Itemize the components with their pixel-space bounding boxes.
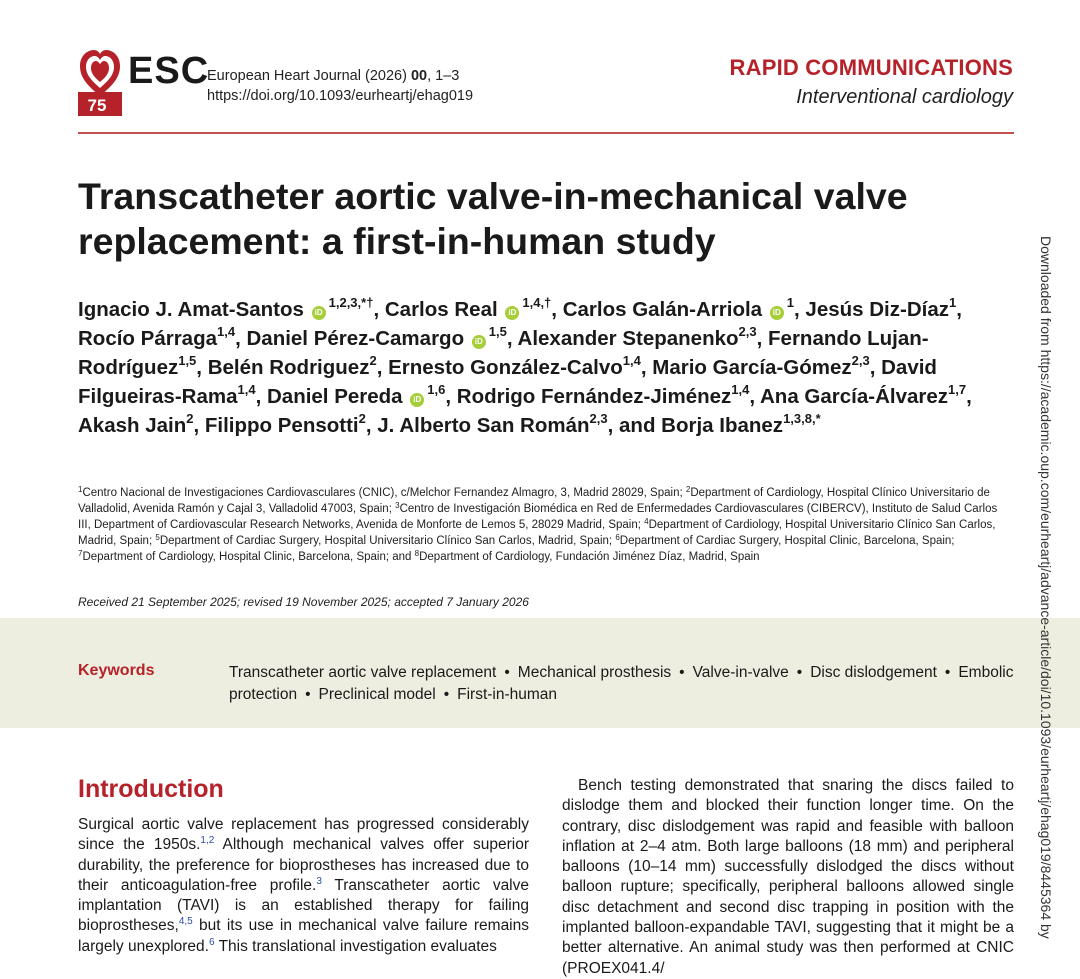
citation-ref[interactable]: 6: [208, 936, 215, 948]
author-affiliation-marks: 2,3: [851, 353, 870, 368]
keyword-separator: •: [796, 664, 803, 681]
author-affiliation-marks: 2: [369, 353, 377, 368]
author-name: Carlos Real: [384, 298, 498, 321]
intro-text: Surgical aortic valve replacement has progressed considerably since the 1950s.: [78, 816, 529, 854]
keyword: Preclinical model: [318, 686, 436, 703]
author-name: Carlos Galán-Arriola: [562, 298, 763, 321]
author-name: Rocío Párraga: [78, 327, 217, 350]
doi-link[interactable]: https://doi.org/10.1093/eurheartj/ehag019: [207, 88, 474, 104]
author-name: Filippo Pensotti: [204, 414, 359, 437]
bench-testing-paragraph: Bench testing demonstrated that snaring the discs failed to dislodge them and blocked their function longer time. On the contrary, disc dislodgement was rapid and feasible with balloon inflation at 2–4 atm. Both large balloons (18 mm) and peripheral balloons (10–14 mm) successfully dislodged the discs without balloon rupture; specifically, peripheral balloons allowed single disc detachment and second disc trapping in position with the implanted balloon-expandable TAVI, suggesting that it might be a better alternative. An animal study was then performed at CNIC (PROEX041.4/: [562, 777, 1014, 977]
author-affiliation-marks: 2: [186, 411, 194, 426]
author-name: David Filgueiras-Rama: [78, 356, 937, 408]
author-list: Ignacio J. Amat-Santos $iD^{1,2,3,*\dagger}$, Carlos Real $iD^{1,4,\dagger}$, Carlos Galán-Arriola $iD^1$, Jesús Diz-Díaz$^1$, Rocío Párraga$^{1,4}$, Daniel Pérez-Camargo iD$^{1,5}$, Alexander Stepanenko$^{2,3}$, Fernando Lujan-Rodríguez$^{1,5}$, Belén Rodriguez$^2$, Ernesto González-Calvo$^{1,4}$, Mario García-Gómez$^{2,3}$, David Filgueiras-Rama$^{1,4}$, Daniel Pereda iD$^{1,6}$, Rodrigo Fernández-Jiménez$^{1,4}$, Ana García-Álvarez$^{1,7}$, Akash Jain$^2$, Filippo Pensotti$^2$, J. Alberto San Román$^{2,3}$, and Borja Ibanez$^{1,3,8,*}$: [78, 295, 972, 437]
title-line-1: Transcatheter aortic valve-in-mechanical valve: [78, 175, 908, 217]
journal-citation: [207, 66, 473, 106]
journal-pages: , 1–3: [427, 68, 460, 84]
introduction-heading: Introduction: [78, 775, 224, 803]
keyword-separator: •: [504, 664, 510, 681]
logo-badge-text: 75: [87, 96, 107, 115]
author-affiliation-marks: 1: [948, 295, 957, 310]
keyword: Disc dislodgement: [810, 664, 937, 681]
keywords-list: [229, 662, 1019, 706]
author-name: Daniel Pereda: [266, 385, 403, 408]
orcid-icon[interactable]: iD: [410, 393, 424, 407]
article-type: RAPID COMMUNICATIONS: [729, 55, 1013, 80]
authors-conjunction: and: [619, 414, 656, 437]
affiliation-number: 5: [155, 533, 160, 542]
journal-volume: 00: [410, 68, 428, 84]
author-name: J. Alberto San Román: [377, 414, 590, 437]
author-affiliation-marks: 1,4: [731, 382, 750, 397]
intro-text: Transcatheter aortic valve implantation (TAVI) is an established therapy for failing bioprostheses,: [78, 876, 529, 935]
author-name: Borja Ibanez: [661, 414, 784, 437]
author-affiliation-marks: 1,5: [178, 353, 197, 368]
author-affiliation-marks: 1,4,†: [522, 295, 552, 310]
author-name: Jesús Diz-Díaz: [805, 298, 949, 321]
article-title: [78, 174, 1008, 264]
keyword: Transcatheter aortic valve replacement: [229, 664, 497, 681]
author-affiliation-marks: 1,6: [427, 382, 446, 397]
article-section: Interventional cardiology: [796, 86, 1013, 108]
affiliation-number: 7: [78, 549, 83, 558]
author-affiliation-marks: 1,4: [237, 382, 256, 397]
keyword-separator: •: [679, 664, 685, 681]
author-affiliation-marks: 1: [786, 295, 795, 310]
download-sidebar-text: Downloaded from https://academic.oup.com/eurheartj/advance-article/doi/10.1093/eurheartj/ehag019/8445364 by: [1038, 236, 1054, 939]
esc-75-logo: [78, 46, 122, 116]
right-column-body: [562, 776, 1014, 979]
author-affiliation-marks: 1,2,3,*†: [328, 295, 374, 310]
citation-ref[interactable]: 3: [316, 875, 322, 887]
affiliation-number: 4: [644, 517, 649, 526]
orcid-icon[interactable]: iD: [505, 306, 519, 320]
author-name: Rodrigo Fernández-Jiménez: [456, 385, 732, 408]
author-name: Ana García-Álvarez: [760, 385, 949, 408]
keyword-separator: •: [944, 664, 951, 681]
author-name: Daniel Pérez-Camargo: [246, 327, 465, 350]
author-name: Mario García-Gómez: [652, 356, 852, 379]
introduction-paragraph: [78, 815, 529, 957]
author-affiliation-marks: 1,7: [948, 382, 967, 397]
author-affiliation-marks: 1,5: [488, 324, 507, 339]
author-affiliation-marks: 1,4: [217, 324, 236, 339]
keyword-separator: •: [305, 686, 311, 703]
affiliation-number: 3: [395, 501, 400, 510]
author-name: Belén Rodriguez: [207, 356, 370, 379]
affiliation-text: Centro Nacional de Investigaciones Cardiovasculares (CNIC), c/Melchor Fernandez Almagro, 3, Madrid 28029, Spain;: [82, 487, 686, 499]
keyword: Valve-in-valve: [692, 664, 789, 681]
keyword: First-in-human: [457, 686, 558, 703]
header-divider: [78, 132, 1014, 134]
affiliation-text: Department of Cardiology, Hospital Universitario Clínico San Carlos, Madrid, Spain;: [78, 519, 996, 547]
download-sidebar: [1036, 236, 1072, 961]
author-affiliation-marks: 2,3: [738, 324, 757, 339]
affiliation-text: Department of Cardiology, Hospital Clinic, Barcelona, Spain; and: [82, 551, 415, 563]
keywords-label: Keywords: [78, 662, 155, 679]
introduction-body: [78, 815, 529, 957]
author-affiliation-marks: 1,3,8,*: [783, 411, 821, 426]
author-affiliation-marks: 2,3: [589, 411, 608, 426]
affiliation-text: Centro de Investigación Biomédica en Red de Enfermedades Cardiovasculares (CIBERCV), Instituto de Salud Carlos III, Department of Cardiovascular Research Networks, Avenida de Monforte de Lemos 5, 28029 Madrid, Spain;: [78, 503, 998, 531]
author-name: Ignacio J. Amat-Santos: [78, 298, 304, 321]
keyword: Embolic protection: [229, 664, 1014, 703]
intro-text: This translational investigation evaluates: [214, 937, 497, 955]
keyword: Mechanical prosthesis: [517, 664, 672, 681]
affiliation-number: 6: [615, 533, 620, 542]
author-name: Ernesto González-Calvo: [388, 356, 623, 379]
orcid-icon[interactable]: iD: [312, 306, 326, 320]
esc-wordmark: ESC: [128, 50, 210, 92]
author-name: Akash Jain: [78, 414, 187, 437]
author-affiliation-marks: 2: [358, 411, 366, 426]
affiliation-number: 8: [414, 549, 420, 558]
affiliation-number: 2: [685, 485, 691, 494]
citation-ref[interactable]: 4,5: [178, 916, 193, 928]
affiliation-text: Department of Cardiology, Fundación Jiménez Díaz, Madrid, Spain: [419, 551, 760, 563]
affiliation-number: 1: [78, 485, 83, 494]
intro-text: but its use in mechanical valve failure remains largely unexplored.: [78, 917, 529, 955]
journal-name: European Heart Journal (2026): [207, 68, 407, 84]
affiliation-text: Department of Cardiac Surgery, Hospital Universitario Clínico San Carlos, Madrid, Spain;: [159, 535, 616, 547]
intro-text: Although mechanical valves offer superior durability, the preference for bioprostheses has increased due to their anticoagulation-free profile.: [78, 836, 529, 894]
author-affiliation-marks: 1,4: [622, 353, 641, 368]
orcid-icon[interactable]: iD: [770, 306, 784, 320]
received-dates: Received 21 September 2025; revised 19 November 2025; accepted 7 January 2026: [78, 595, 529, 609]
citation-ref[interactable]: 1,2: [200, 835, 215, 847]
author-name: Fernando Lujan-Rodríguez: [78, 327, 929, 379]
title-line-2: replacement: a first-in-human study: [78, 220, 716, 262]
keyword-separator: •: [443, 686, 450, 703]
affiliation-text: Department of Cardiology, Hospital Clínico Universitario de Valladolid, Avenida Ramón y Cajal 3, Valladolid 47003, Spain;: [78, 487, 990, 515]
author-name: Alexander Stepanenko: [517, 327, 739, 350]
affiliation-text: Department of Cardiac Surgery, Hospital Clinic, Barcelona, Spain;: [619, 535, 955, 547]
orcid-icon[interactable]: iD: [472, 335, 486, 349]
affiliations: [78, 485, 1013, 565]
